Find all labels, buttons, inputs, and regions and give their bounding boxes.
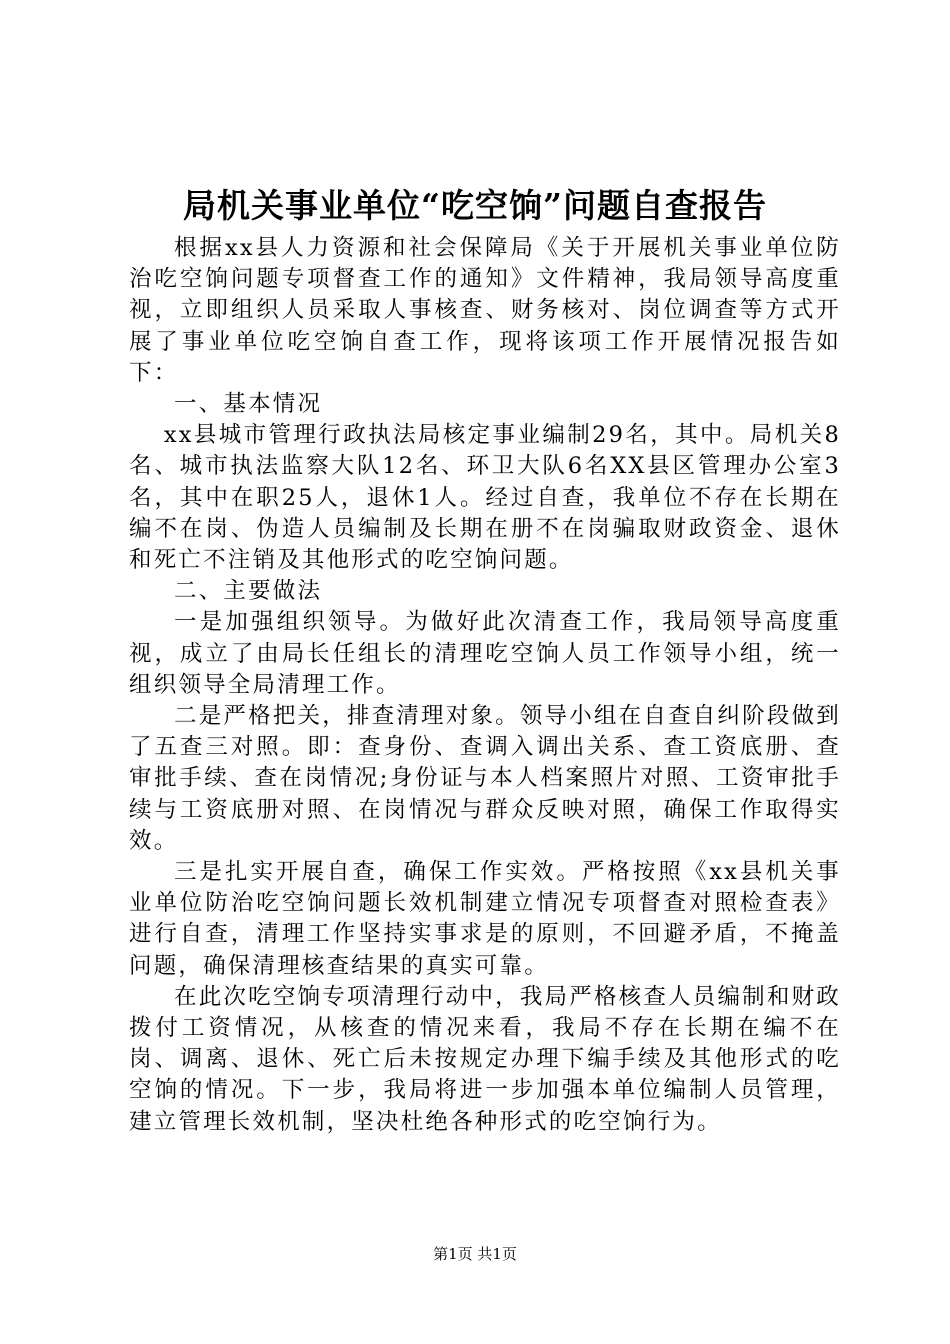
paragraph-basic: xx县城市管理行政执法局核定事业编制29名，其中。局机关8名、城市执法监察大队12名、环卫大队6名XX县区管理办公室3名，其中在职25人，退休1人。经过自查，我单位不存在长期在编不在岗、伪造人员编制及长期在册不在岗骗取财政资金、退休和死亡不注销及其他形式的吃空饷问题。 xyxy=(129,422,841,574)
page-number: 第1页 共1页 xyxy=(433,1245,517,1263)
section-heading-basic: 一、基本情况 xyxy=(174,391,323,418)
paragraph-method-1: 一是加强组织领导。为做好此次清查工作，我局领导高度重视，成立了由局长任组长的清理吃空饷人员工作领导小组，统一组织领导全局清理工作。 xyxy=(129,609,841,698)
section-heading-methods: 二、主要做法 xyxy=(174,578,323,605)
paragraph-intro: 根据xx县人力资源和社会保障局《关于开展机关事业单位防治吃空饷问题专项督查工作的通知》文件精神，我局领导高度重视，立即组织人员采取人事核查、财务核对、岗位调查等方式开展了事业单位吃空饷自查工作，现将该项工作开展情况报告如下： xyxy=(129,235,841,386)
document-body xyxy=(129,233,841,1138)
paragraph-method-2: 二是严格把关，排查清理对象。领导小组在自查自纠阶段做到了五查三对照。即：查身份、查调入调出关系、查工资底册、查审批手续、查在岗情况;身份证与本人档案照片对照、工资审批手续与工资底册对照、在岗情况与群众反映对照，确保工作取得实效。 xyxy=(129,703,841,854)
page-title: 局机关事业单位“吃空饷”问题自查报告 xyxy=(183,186,767,225)
paragraph-method-3: 三是扎实开展自查，确保工作实效。严格按照《xx县机关事业单位防治吃空饷问题长效机制建立情况专项督查对照检查表》进行自查，清理工作坚持实事求是的原则，不回避矛盾，不掩盖问题，确保清理核查结果的真实可靠。 xyxy=(129,859,841,979)
paragraph-conclusion: 在此次吃空饷专项清理行动中，我局严格核查人员编制和财政拨付工资情况，从核查的情况来看，我局不存在长期在编不在岗、调离、退休、死亡后未按规定办理下编手续及其他形式的吃空饷的情况。下一步，我局将进一步加强本单位编制人员管理，建立管理长效机制，坚决杜绝各种形式的吃空饷行为。 xyxy=(129,983,841,1135)
